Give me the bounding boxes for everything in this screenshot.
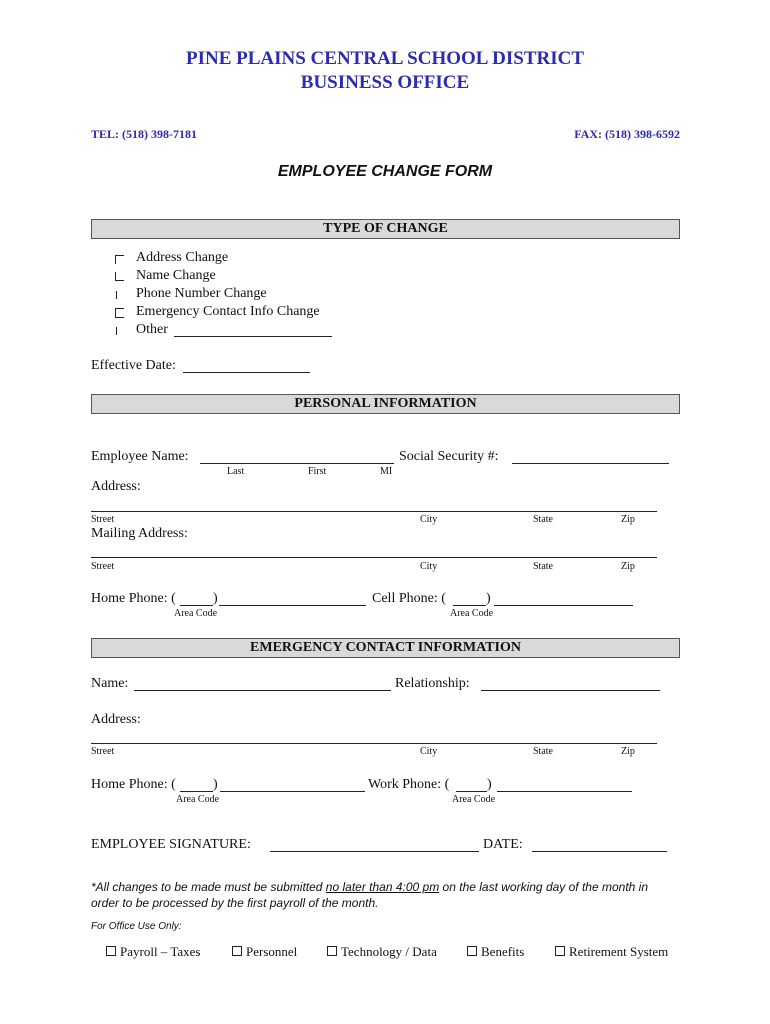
ssn-label: Social Security #: bbox=[399, 449, 499, 464]
address-city-caption: City bbox=[420, 514, 438, 525]
address-field[interactable] bbox=[91, 511, 657, 512]
payroll-checkbox-icon bbox=[106, 946, 116, 956]
mailing-city-caption: City bbox=[420, 561, 438, 572]
date-label: DATE: bbox=[483, 837, 523, 852]
address-change-label: Address Change bbox=[136, 250, 229, 265]
work-area-code-caption: Area Code bbox=[452, 794, 496, 805]
district-name: PINE PLAINS CENTRAL SCHOOL DISTRICT bbox=[185, 48, 585, 69]
ssn-field[interactable] bbox=[512, 463, 669, 464]
mailing-address-field[interactable] bbox=[91, 557, 657, 558]
cell-area-code-caption: Area Code bbox=[450, 608, 494, 619]
submission-note-line2: order to be processed by the first payroll of the month. bbox=[91, 896, 379, 910]
personnel-label: Personnel bbox=[246, 944, 298, 959]
signature-field[interactable] bbox=[270, 851, 479, 852]
name-first-caption: First bbox=[308, 466, 327, 477]
employee-name-field[interactable] bbox=[200, 463, 394, 464]
address-change-checkbox[interactable] bbox=[115, 255, 124, 264]
phone-change-label: Phone Number Change bbox=[136, 286, 267, 301]
emergency-address-field[interactable] bbox=[91, 743, 657, 744]
technology-label: Technology / Data bbox=[341, 944, 437, 959]
work-phone-field[interactable] bbox=[497, 791, 632, 792]
office-use-label: For Office Use Only: bbox=[91, 921, 182, 932]
emergency-home-area-caption: Area Code bbox=[176, 794, 220, 805]
office-technology[interactable] bbox=[327, 944, 437, 960]
benefits-checkbox-icon bbox=[467, 946, 477, 956]
name-change-checkbox[interactable] bbox=[115, 272, 124, 281]
mailing-zip-caption: Zip bbox=[621, 561, 635, 572]
office-payroll[interactable] bbox=[106, 944, 200, 960]
address-label: Address: bbox=[91, 479, 141, 494]
cell-phone-field[interactable] bbox=[494, 605, 633, 606]
emergency-zip-caption: Zip bbox=[621, 746, 635, 757]
home-phone-paren: ) bbox=[213, 591, 218, 606]
relationship-label: Relationship: bbox=[395, 676, 470, 691]
home-phone-label: Home Phone: ( bbox=[91, 591, 176, 606]
retirement-checkbox-icon bbox=[555, 946, 565, 956]
effective-date-field[interactable] bbox=[183, 372, 310, 373]
cell-phone-paren: ) bbox=[486, 591, 491, 606]
emergency-address-label: Address: bbox=[91, 712, 141, 727]
work-phone-paren: ) bbox=[487, 777, 492, 792]
relationship-field[interactable] bbox=[481, 690, 660, 691]
work-phone-area-field[interactable] bbox=[456, 791, 487, 792]
payroll-label: Payroll – Taxes bbox=[120, 944, 201, 959]
name-change-label: Name Change bbox=[136, 268, 216, 283]
submission-note bbox=[91, 880, 648, 894]
name-last-caption: Last bbox=[227, 466, 245, 477]
employee-name-label: Employee Name: bbox=[91, 449, 189, 464]
cell-phone-area-field[interactable] bbox=[453, 605, 486, 606]
emergency-contact-heading: EMERGENCY CONTACT INFORMATION bbox=[91, 638, 680, 658]
address-zip-caption: Zip bbox=[621, 514, 635, 525]
mailing-state-caption: State bbox=[533, 561, 553, 572]
personnel-checkbox-icon bbox=[232, 946, 242, 956]
form-title: EMPLOYEE CHANGE FORM bbox=[277, 163, 493, 180]
office-personnel[interactable] bbox=[232, 944, 297, 960]
office-name: BUSINESS OFFICE bbox=[300, 72, 470, 93]
technology-checkbox-icon bbox=[327, 946, 337, 956]
emergency-home-area-field[interactable] bbox=[180, 791, 213, 792]
emergency-street-caption: Street bbox=[91, 746, 115, 757]
retirement-label: Retirement System bbox=[569, 944, 669, 959]
other-checkbox[interactable] bbox=[116, 327, 117, 335]
other-field[interactable] bbox=[174, 336, 332, 337]
emergency-name-field[interactable] bbox=[134, 690, 391, 691]
type-of-change-heading: TYPE OF CHANGE bbox=[91, 219, 680, 239]
emergency-home-phone-label: Home Phone: ( bbox=[91, 777, 176, 792]
personal-info-heading: PERSONAL INFORMATION bbox=[91, 394, 680, 414]
telephone: TEL: (518) 398-7181 bbox=[91, 127, 197, 141]
home-phone-area-field[interactable] bbox=[180, 605, 213, 606]
date-field[interactable] bbox=[532, 851, 667, 852]
emergency-change-checkbox[interactable] bbox=[115, 308, 124, 318]
mailing-street-caption: Street bbox=[91, 561, 115, 572]
work-phone-label: Work Phone: ( bbox=[368, 777, 450, 792]
address-state-caption: State bbox=[533, 514, 553, 525]
note-text-1: *All changes to be made must be submitted bbox=[91, 880, 326, 894]
benefits-label: Benefits bbox=[481, 944, 525, 959]
emergency-name-label: Name: bbox=[91, 676, 129, 691]
emergency-home-phone-field[interactable] bbox=[220, 791, 365, 792]
emergency-city-caption: City bbox=[420, 746, 438, 757]
signature-label: EMPLOYEE SIGNATURE: bbox=[91, 837, 251, 852]
home-area-code-caption: Area Code bbox=[174, 608, 218, 619]
fax: FAX: (518) 398-6592 bbox=[574, 127, 680, 141]
address-street-caption: Street bbox=[91, 514, 115, 525]
phone-change-checkbox[interactable] bbox=[116, 291, 117, 299]
office-retirement[interactable] bbox=[555, 944, 668, 960]
note-text-2: on the last working day of the month in bbox=[439, 880, 649, 894]
effective-date-label: Effective Date: bbox=[91, 358, 176, 373]
emergency-state-caption: State bbox=[533, 746, 553, 757]
mailing-address-label: Mailing Address: bbox=[91, 526, 188, 541]
other-label: Other bbox=[136, 322, 168, 337]
cell-phone-label: Cell Phone: ( bbox=[372, 591, 446, 606]
emergency-change-label: Emergency Contact Info Change bbox=[136, 304, 320, 319]
note-deadline: no later than 4:00 pm bbox=[325, 880, 440, 894]
home-phone-field[interactable] bbox=[219, 605, 366, 606]
office-benefits[interactable] bbox=[467, 944, 524, 960]
emergency-home-paren: ) bbox=[213, 777, 218, 792]
name-mi-caption: MI bbox=[380, 466, 393, 477]
